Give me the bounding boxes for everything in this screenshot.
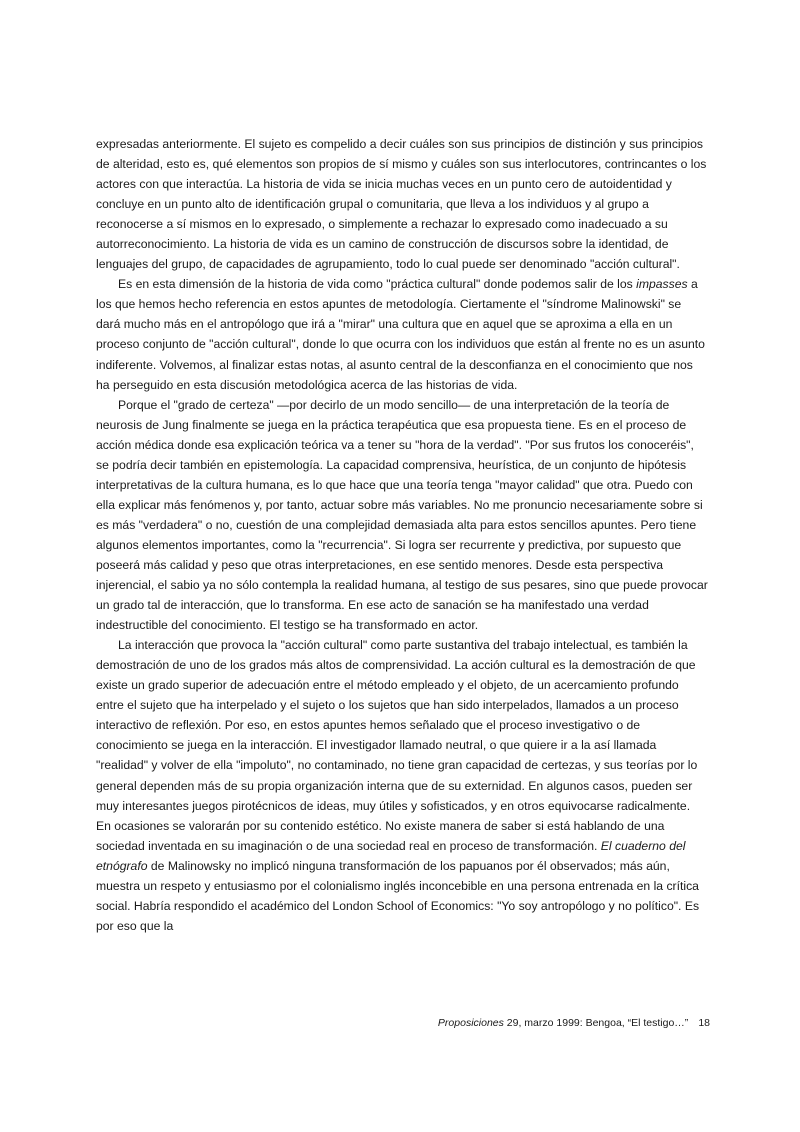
text-run: Es en esta dimensión de la historia de vida como "práctica cultural" donde podemos salir de los (118, 277, 637, 292)
footer-citation: 29, marzo 1999: Bengoa, “El testigo…” (503, 1017, 689, 1029)
italic-text-run: El cuaderno del etnógrafo (96, 838, 686, 873)
body-text (96, 134, 708, 936)
page-number: 18 (698, 1017, 710, 1029)
paragraph (96, 635, 708, 936)
text-run: La interacción que provoca la "acción cultural" como parte sustantiva del trabajo intelectual, es también la demostración de uno de los grados más altos de comprensividad. La acción cultural es la demostración de que existe un grado superior de adecuación entre el método empleado y el objeto, de un acercamiento profundo entre el sujeto que ha interpelado y el sujeto o los sujetos que han sido interpelados, llamados a un proceso interactivo de reflexión. Por eso, en estos apuntes hemos señalado que el proceso investigativo o de conocimiento se juega en la interacción. El investigador llamado neutral, o que quiere ir a la así llamada "realidad" y volver de ella "impoluto", no contaminado, no tiene gran capacidad de certezas, y sus teorías por lo general dependen más de su propia organización interna que de su externidad. En algunos casos, pueden ser muy interesantes juegos pirotécnicos de ideas, muy útiles y sofisticados, y en otros equivocarse radicalmente. En ocasiones se valorarán por su contenido estético. No existe manera de saber si está hablando de una sociedad inventada en su imaginación o de una sociedad real en proceso de transformación. (96, 638, 698, 853)
journal-name: Proposiciones (437, 1017, 504, 1029)
text-run: Porque el "grado de certeza" —por decirlo de un modo sencillo— de una interpretación de la teoría de neurosis de Jung finalmente se juega en la práctica terapéutica que esa propuesta tiene. Es en el proceso de acción médica donde esa explicación teórica va a tener su "hora de la verdad". "Por sus frutos los conoceréis", se podría decir también en epistemología. La capacidad comprensiva, heurística, de un conjunto de hipótesis interpretativas de la cultura humana, es lo que hace que una teoría tenga "mayor calidad" que otra. Puedo con ella explicar más fenómenos y, por tanto, actuar sobre más variables. No me pronuncio necesariamente sobre si es más "verdadera" o no, cuestión de una complejidad demasiada alta para estos sencillos apuntes. Pero tiene algunos elementos importantes, como la "recurrencia". Si logra ser recurrente y predictiva, por supuesto que poseerá más calidad y peso que otras interpretaciones, en ese sentido menores. Desde esta perspectiva injerencial, el sabio ya no sólo contempla la realidad humana, al testigo de sus pesares, sino que puede provocar un grado tal de interacción, que lo transforma. En ese acto de sanación se ha manifestado una verdad indestructible del conocimiento. El testigo se ha transformado en actor. (96, 397, 708, 633)
text-run: expresadas anteriormente. El sujeto es compelido a decir cuáles son sus principios de distinción y sus principios de alteridad, esto es, qué elementos son propios de sí mismo y cuáles son sus interlocutores, contrincantes o los actores con que interactúa. La historia de vida se inicia muchas veces en un punto cero de autoidentidad y concluye en un punto alto de identificación grupal o comunitaria, que lleva a los individuos y al grupo a reconocerse a sí mismos en lo expresado, o simplemente a rechazar lo expresado como inadecuado a su autorreconocimiento. La historia de vida es un camino de construcción de discursos sobre la identidad, de lenguajes del grupo, de capacidades de agrupamiento, todo lo cual puede ser denominado "acción cultural". (96, 137, 707, 272)
paragraph (96, 134, 708, 274)
italic-text-run: impasses (636, 277, 688, 292)
text-run: de Malinowsky no implicó ninguna transformación de los papuanos por él observados; más aún, muestra un respeto y entusiasmo por el colonialismo inglés inconcebible en una persona entrenada en la crítica social. Habría respondido el académico del London School of Economics: "Yo soy antropólogo y no político". Es por eso que la (96, 858, 700, 933)
paragraph (96, 395, 708, 636)
paragraph (96, 274, 708, 394)
text-run: a los que hemos hecho referencia en estos apuntes de metodología. Ciertamente el "síndrome Malinowski" se dará mucho más en el antropólogo que irá a "mirar" una cultura que en aquel que se aproxima a ella en un proceso conjunto de "acción cultural", donde lo que ocurra con los individuos que están al frente no es un asunto indiferente. Volvemos, al finalizar estas notas, al asunto central de la desconfianza en el conocimiento que nos ha perseguido en esta discusión metodológica acerca de las historias de vida. (96, 277, 705, 392)
page-footer (300, 1017, 710, 1029)
